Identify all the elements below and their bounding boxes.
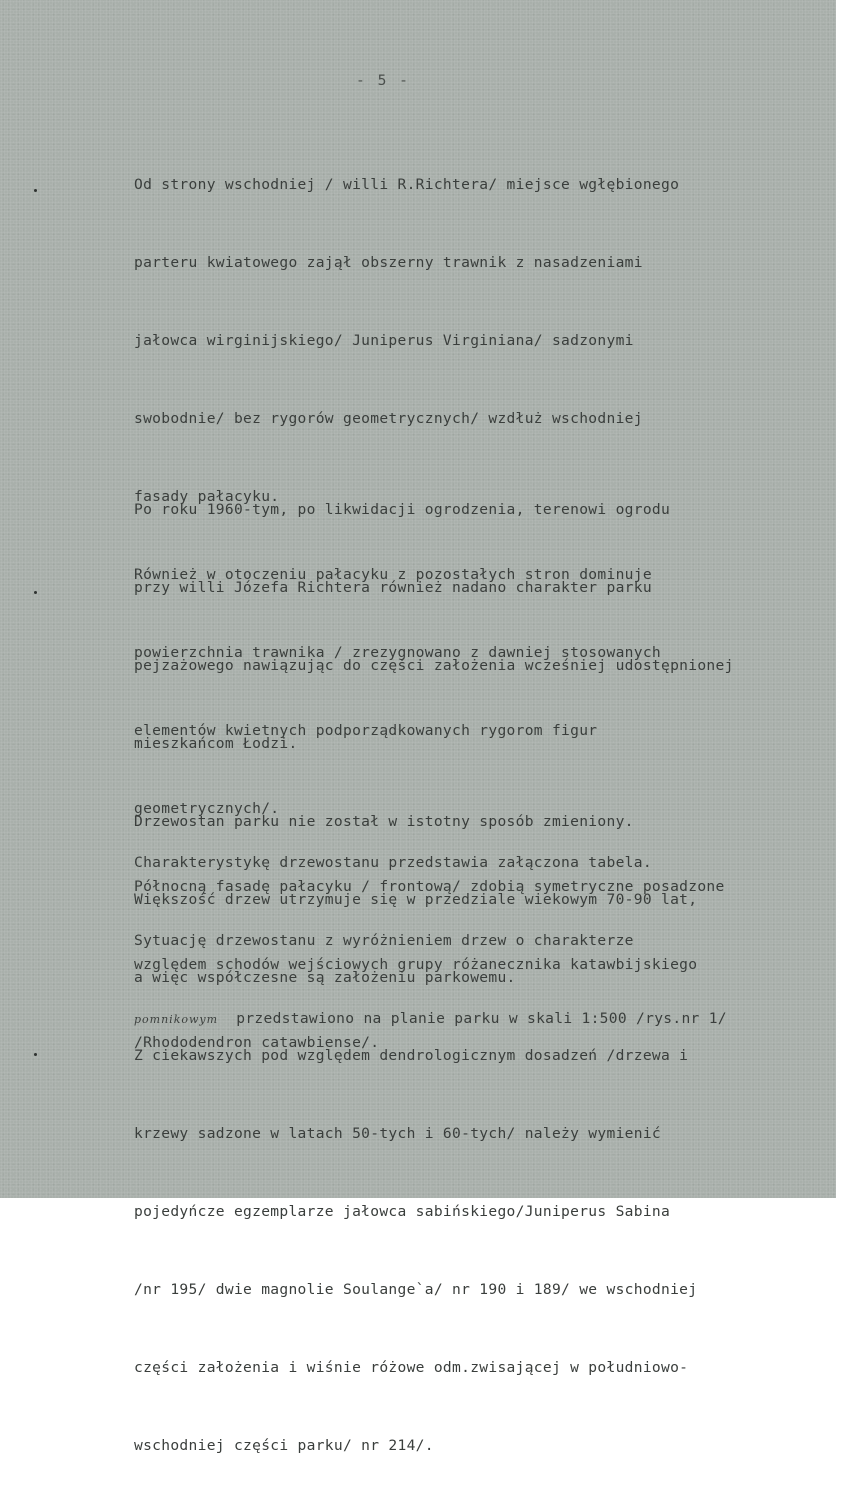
text-line: Sytuację drzewostanu z wyróżnieniem drzew o charakterze <box>134 932 634 949</box>
text-line: Również w otoczeniu pałacyku z pozostałych stron dominuje <box>134 566 652 583</box>
text-line: parteru kwiatowego zajął obszerny trawnik z nasadzeniami <box>134 254 643 271</box>
text-line: przy willi Józefa Richtera również nadano charakter parku <box>134 579 652 596</box>
text-line-rest: przedstawiono na planie parku w skali 1:500 /rys.nr 1/ <box>236 1010 727 1027</box>
punch-mark <box>34 591 37 594</box>
handwritten-annotation: pomnikowym <box>134 1013 219 1026</box>
text-line: Od strony wschodniej / willi R.Richtera/ miejsce wgłębionego <box>134 176 680 193</box>
text-line: Drzewostan parku nie został w istotny sposób zmieniony. <box>134 813 634 830</box>
text-line: względem schodów wejściowych grupy różanecznika katawbijskiego <box>134 956 698 973</box>
text-line: wschodniej części parku/ nr 214/. <box>134 1437 434 1454</box>
text-line: pojedyńcze egzemplarze jałowca sabińskiego/Juniperus Sabina <box>134 1203 671 1220</box>
punch-mark <box>34 1053 37 1056</box>
text-line: swobodnie/ bez rygorów geometrycznych/ wzdłuż wschodniej <box>134 410 643 427</box>
text-line: /Rhododendron catawbiense/. <box>134 1034 380 1051</box>
text-line-mixed <box>134 1006 727 1032</box>
text-line: Z ciekawszych pod względem dendrologicznym dosadzeń /drzewa i <box>134 1047 689 1064</box>
text-line: Po roku 1960-tym, po likwidacji ogrodzenia, terenowi ogrodu <box>134 501 671 518</box>
text-line: jałowca wirginijskiego/ Juniperus Virginiana/ sadzonymi <box>134 332 634 349</box>
text-line: geometrycznych/. <box>134 800 280 817</box>
text-line: Północną fasadę pałacyku / frontową/ zdobią symetryczne posadzone <box>134 878 725 895</box>
punch-mark <box>34 189 37 192</box>
page-number: - 5 - <box>356 72 410 89</box>
text-line: fasady pałacyku. <box>134 488 280 505</box>
text-line: powierzchnia trawnika / zrezygnowano z dawniej stosowanych <box>134 644 661 661</box>
text-line: pejzażowego nawiązując do części założenia wcześniej udostępnionej <box>134 657 734 674</box>
text-line: /nr 195/ dwie magnolie Soulange`a/ nr 190 i 189/ we wschodniej <box>134 1281 698 1298</box>
text-line: mieszkańcom Łodzi. <box>134 735 298 752</box>
paragraph-tree-stand-summary <box>134 798 727 1084</box>
text-line: elementów kwietnych podporządkowanych rygorom figur <box>134 722 598 739</box>
text-line: części założenia i wiśnie różowe odm.zwisającej w południowo- <box>134 1359 689 1376</box>
text-line: Większość drzew utrzymuje się w przedziale wiekowym 70-90 lat, <box>134 891 698 908</box>
page-edge <box>836 0 845 1198</box>
text-line: krzewy sadzone w latach 50-tych i 60-tych/ należy wymienić <box>134 1125 661 1142</box>
text-line: Charakterystykę drzewostanu przedstawia załączona tabela. <box>134 854 652 871</box>
text-line: a więc współczesne są założeniu parkowemu. <box>134 969 516 986</box>
